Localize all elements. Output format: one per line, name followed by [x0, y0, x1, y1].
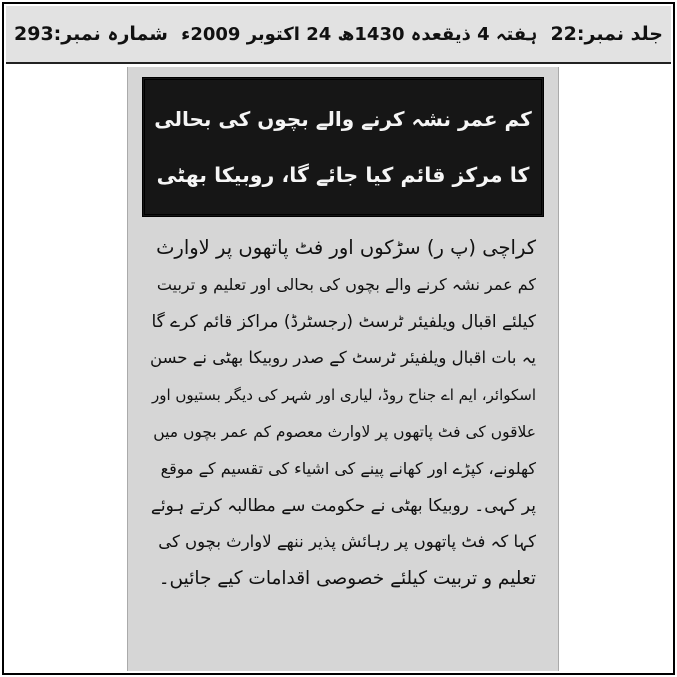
masthead-strip [6, 6, 671, 64]
headline-line-1: کم عمر نشہ کرنے والے بچوں کی بحالی [154, 107, 532, 131]
issue-date: ہفتہ 4 ذیقعدہ 1430ھ 24 اکتوبر 2009ء [181, 23, 538, 45]
body-line: یہ بات اقبال ویلفیئر ٹرسٹ کے صدر روبیکا بھٹی نے حسن [150, 348, 536, 368]
volume-number: جلد نمبر:22 [550, 23, 663, 45]
article-clipping [127, 67, 559, 671]
body-line: اسکوائر، ایم اے جناح روڈ، لیاری اور شہر کی دیگر بستیوں اور [151, 386, 536, 405]
body-line: کراچی (پ ر) سڑکوں اور فٹ پاتھوں پر لاوارث [156, 236, 536, 259]
body-line: کم عمر نشہ کرنے والے بچوں کی بحالی اور تعلیم و تربیت [156, 274, 536, 294]
body-line: کہا کہ فٹ پاتھوں پر رہائش پذیر ننھے لاوارث بچوں کی [158, 532, 536, 552]
article-body [150, 230, 536, 598]
issue-number: شمارہ نمبر:293 [14, 23, 168, 45]
body-line: کیلئے اقبال ویلفیئر ٹرسٹ (رجسٹرڈ) مراکز قائم کرے گا [151, 311, 536, 332]
body-line: کھلونے، کپڑے اور کھانے پینے کی اشیاء کی تقسیم کے موقع [160, 458, 536, 478]
body-line: علاقوں کی فٹ پاتھوں پر لاوارث معصوم کم عمر بچوں میں [153, 422, 536, 441]
body-line: تعلیم و تربیت کیلئے خصوصی اقدامات کیے جائیں۔ [158, 568, 536, 590]
headline-box [142, 77, 544, 217]
headline-line-2: کا مرکز قائم کیا جائے گا، روبیکا بھٹی [156, 163, 530, 187]
body-line: پر کہی۔ روبیکا بھٹی نے حکومت سے مطالبہ کرتے ہوئے [150, 495, 536, 516]
newspaper-clipping-frame [2, 2, 675, 675]
